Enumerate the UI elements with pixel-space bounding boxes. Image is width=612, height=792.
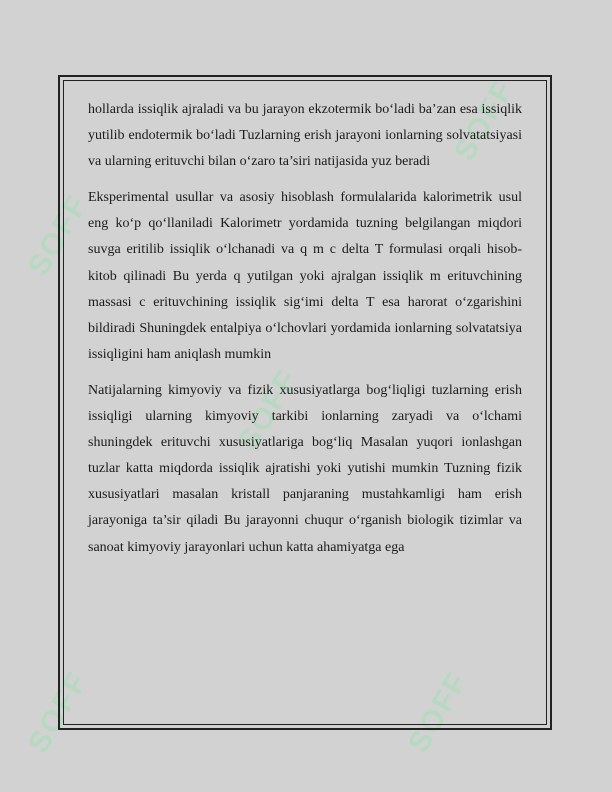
watermark-logo: SOFF	[22, 188, 95, 282]
paragraph-2: Eksperimental usullar va asosiy hisoblash formulalarida kalorimetrik usul eng ko‘p qo‘llaniladi Kalorimetr yordamida tuzning belgilangan miqdori suvga eritilib issiqlik o‘lchanadi va q m c delta T formulasi orqali hisob-kitob qilinadi Bu yerda q yutilgan yoki ajralgan issiqlik m erituvchining massasi c erituvchining issiqlik sig‘imi delta T esa harorat o‘zgarishini bildiradi Shuningdek entalpiya o‘lchovlari yordamida ionlarning solvatatsiya issiqligini ham aniqlash mumkin	[88, 190, 522, 362]
paragraph-3: Natijalarning kimyoviy va fizik xususiyatlarga bog‘liqligi tuzlarning erish issiqligi ularning kimyoviy tarkibi ionlarning zaryadi va o‘lchami shuningdek erituvchi xususiyatlariga bog‘liq Masalan yuqori ionlashgan tuzlar katta miqdorda issiqlik ajratishi yoki yutishi mumkin Tuzning fizik xususiyatlari masalan kristall panjaraning mustahkamligi ham erish jarayoniga ta’sir qiladi Bu jarayonni chuqur o‘rganish biologik tizimlar va sanoat kimyoviy jarayonlari uchun katta ahamiyatga ega	[88, 382, 522, 555]
document-body	[88, 97, 522, 571]
watermark-logo: SOFF	[22, 665, 95, 759]
watermark-logo: SOFF	[232, 363, 305, 457]
paragraph-1: hollarda issiqlik ajraladi va bu jarayon ekzotermik bo‘ladi ba’zan esa issiqlik yutilib endotermik bo‘ladi Tuzlarning erish jarayoni ionlarning solvatatsiyasi va ularning erituvchi bilan o‘zaro ta’siri natijasida yuz beradi	[88, 102, 522, 170]
watermark-logo: SOFF	[402, 665, 475, 759]
watermark-logo: SOFF	[448, 73, 521, 167]
